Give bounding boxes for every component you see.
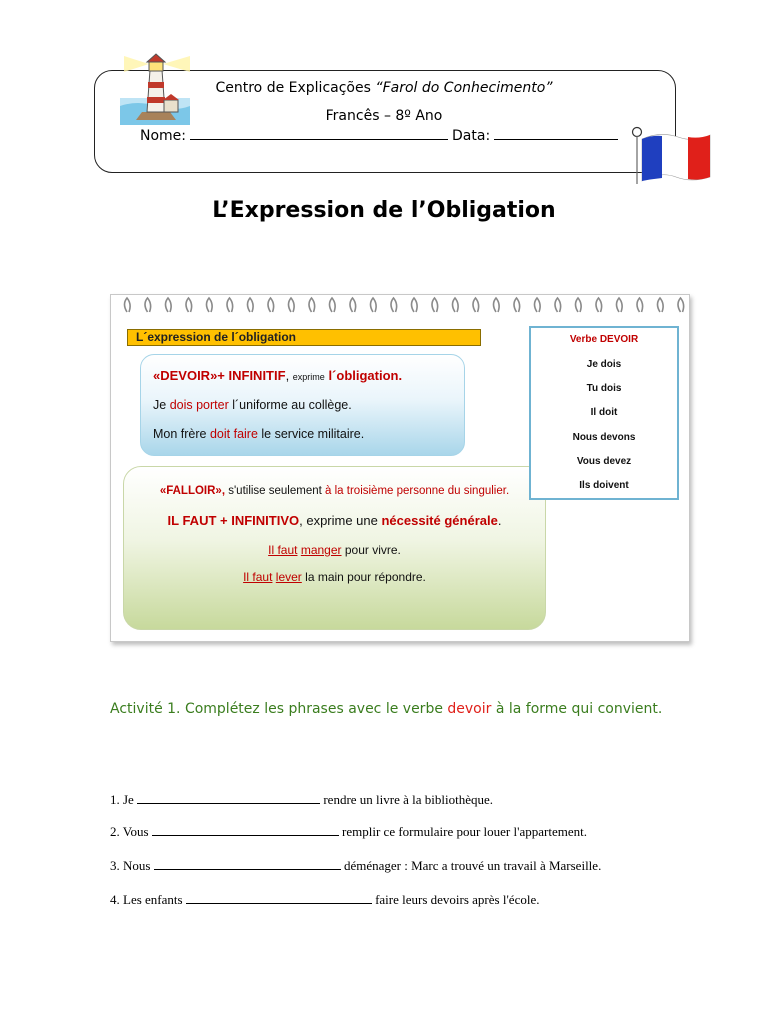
exercise-prefix: 2. Vous (110, 824, 152, 839)
falloir-example-1 (124, 543, 545, 557)
devoir-rule-small: exprime (292, 372, 325, 382)
example-text: la main pour répondre. (301, 570, 426, 584)
ring-icon (453, 298, 459, 312)
ring-icon (514, 298, 520, 312)
ring-icon (391, 298, 397, 312)
activity-text: Activité 1. Complétez les phrases avec le verbe (110, 701, 448, 717)
ring-icon (412, 298, 418, 312)
ring-icon (309, 298, 315, 312)
example-verb: dois porter (169, 398, 229, 412)
devoir-rule: «DEVOIR»+ INFINITIF, exprime l´obligation. (153, 368, 403, 383)
notebook-rings (120, 296, 690, 316)
example-text: l´uniforme au collège. (228, 398, 352, 412)
exercise-suffix: remplir ce formulaire pour louer l'appartement. (338, 824, 587, 839)
example-text: pour vivre. (341, 543, 401, 557)
example-verb: lever (275, 570, 302, 584)
answer-blank[interactable] (137, 792, 320, 804)
ring-icon (371, 298, 377, 312)
date-field[interactable] (494, 126, 618, 140)
falloir-rule-box (123, 466, 546, 630)
ring-icon (166, 298, 172, 312)
exercise-suffix: déménager : Marc a trouvé un travail à Marseille. (340, 858, 602, 873)
exercise-prefix: 1. Je (110, 792, 138, 807)
ring-icon (617, 298, 623, 312)
conjugation-title: Verbe DEVOIR (569, 334, 639, 345)
falloir-rule-end: . (497, 513, 502, 528)
ring-icon (227, 298, 233, 312)
ring-icon (268, 298, 274, 312)
ring-icon (494, 298, 500, 312)
name-label: Nome: (140, 128, 187, 144)
page-title: L’Expression de l’Obligation (212, 198, 556, 223)
ring-icon (330, 298, 336, 312)
name-field[interactable] (190, 126, 448, 140)
devoir-conjugation-table (529, 326, 679, 500)
activity-instructions (110, 694, 670, 725)
ring-icon (678, 298, 684, 312)
ring-icon (658, 298, 664, 312)
answer-blank[interactable] (154, 858, 341, 870)
conjugation-form: Ils doivent (579, 480, 629, 491)
example-verb: Il faut (268, 543, 298, 557)
devoir-example-2 (153, 427, 364, 441)
conjugation-form: Nous devons (572, 432, 636, 443)
ring-icon (576, 298, 582, 312)
ring-icon (535, 298, 541, 312)
ring-icon (596, 298, 602, 312)
conjugation-form: Je dois (586, 359, 622, 370)
exercise-suffix: faire leurs devoirs après l'école. (371, 892, 540, 907)
date-label: Data: (452, 128, 491, 144)
exercise-suffix: rendre un livre à la bibliothèque. (320, 792, 494, 807)
course-line: Francês – 8º Ano (325, 108, 443, 124)
conjugation-form: Vous devez (576, 456, 632, 467)
answer-blank[interactable] (186, 892, 372, 904)
ring-icon (637, 298, 643, 312)
school-line (0, 80, 768, 96)
lesson-banner: L´expression de l´obligation (127, 329, 481, 346)
activity-verb: devoir (447, 701, 492, 717)
example-verb: doit faire (209, 427, 258, 441)
exercise-prefix: 4. Les enfants (110, 892, 186, 907)
falloir-text: s'utilise seulement (225, 485, 326, 497)
falloir-head: «FALLOIR», (159, 485, 226, 497)
ring-icon (555, 298, 561, 312)
ring-icon (248, 298, 254, 312)
falloir-example-2 (124, 570, 545, 584)
exercise-prefix: 3. Nous (110, 858, 154, 873)
example-text: Mon frère (153, 427, 210, 441)
ring-icon (207, 298, 213, 312)
activity-text: à la forme qui convient. (491, 701, 663, 717)
exercise-item-4 (110, 892, 539, 908)
example-text: Je (153, 398, 170, 412)
falloir-rule (124, 513, 545, 528)
exercise-item-3 (110, 858, 601, 874)
devoir-rule-box (140, 354, 465, 456)
devoir-rule-tail: l´obligation. (328, 368, 403, 383)
ring-icon (125, 298, 131, 312)
ring-icon (289, 298, 295, 312)
devoir-example-1 (153, 398, 352, 412)
conjugation-form: Tu dois (586, 383, 622, 394)
name-date-line (140, 126, 618, 144)
falloir-usage (124, 485, 545, 497)
falloir-text-red: à la troisième personne du singulier. (325, 485, 510, 497)
example-verb: manger (300, 543, 342, 557)
devoir-rule-head: «DEVOIR»+ INFINITIF (153, 368, 286, 383)
ring-icon (145, 298, 151, 312)
answer-blank[interactable] (152, 824, 339, 836)
school-prefix: Centro de Explicações (215, 80, 376, 96)
example-text: le service militaire. (257, 427, 365, 441)
falloir-rule-text: , exprime une (299, 513, 382, 528)
conjugation-form: Il doit (590, 407, 618, 418)
french-flag-icon (638, 131, 714, 187)
ring-icon (473, 298, 479, 312)
falloir-rule-tail: nécessité générale (381, 513, 498, 528)
ring-icon (350, 298, 356, 312)
example-verb: Il faut (243, 570, 273, 584)
falloir-rule-head: IL FAUT + INFINITIVO (167, 513, 300, 528)
ring-icon (432, 298, 438, 312)
exercise-item-1 (110, 792, 493, 808)
ring-icon (186, 298, 192, 312)
school-name: “Farol do Conhecimento” (375, 80, 553, 96)
exercise-item-2 (110, 824, 587, 840)
